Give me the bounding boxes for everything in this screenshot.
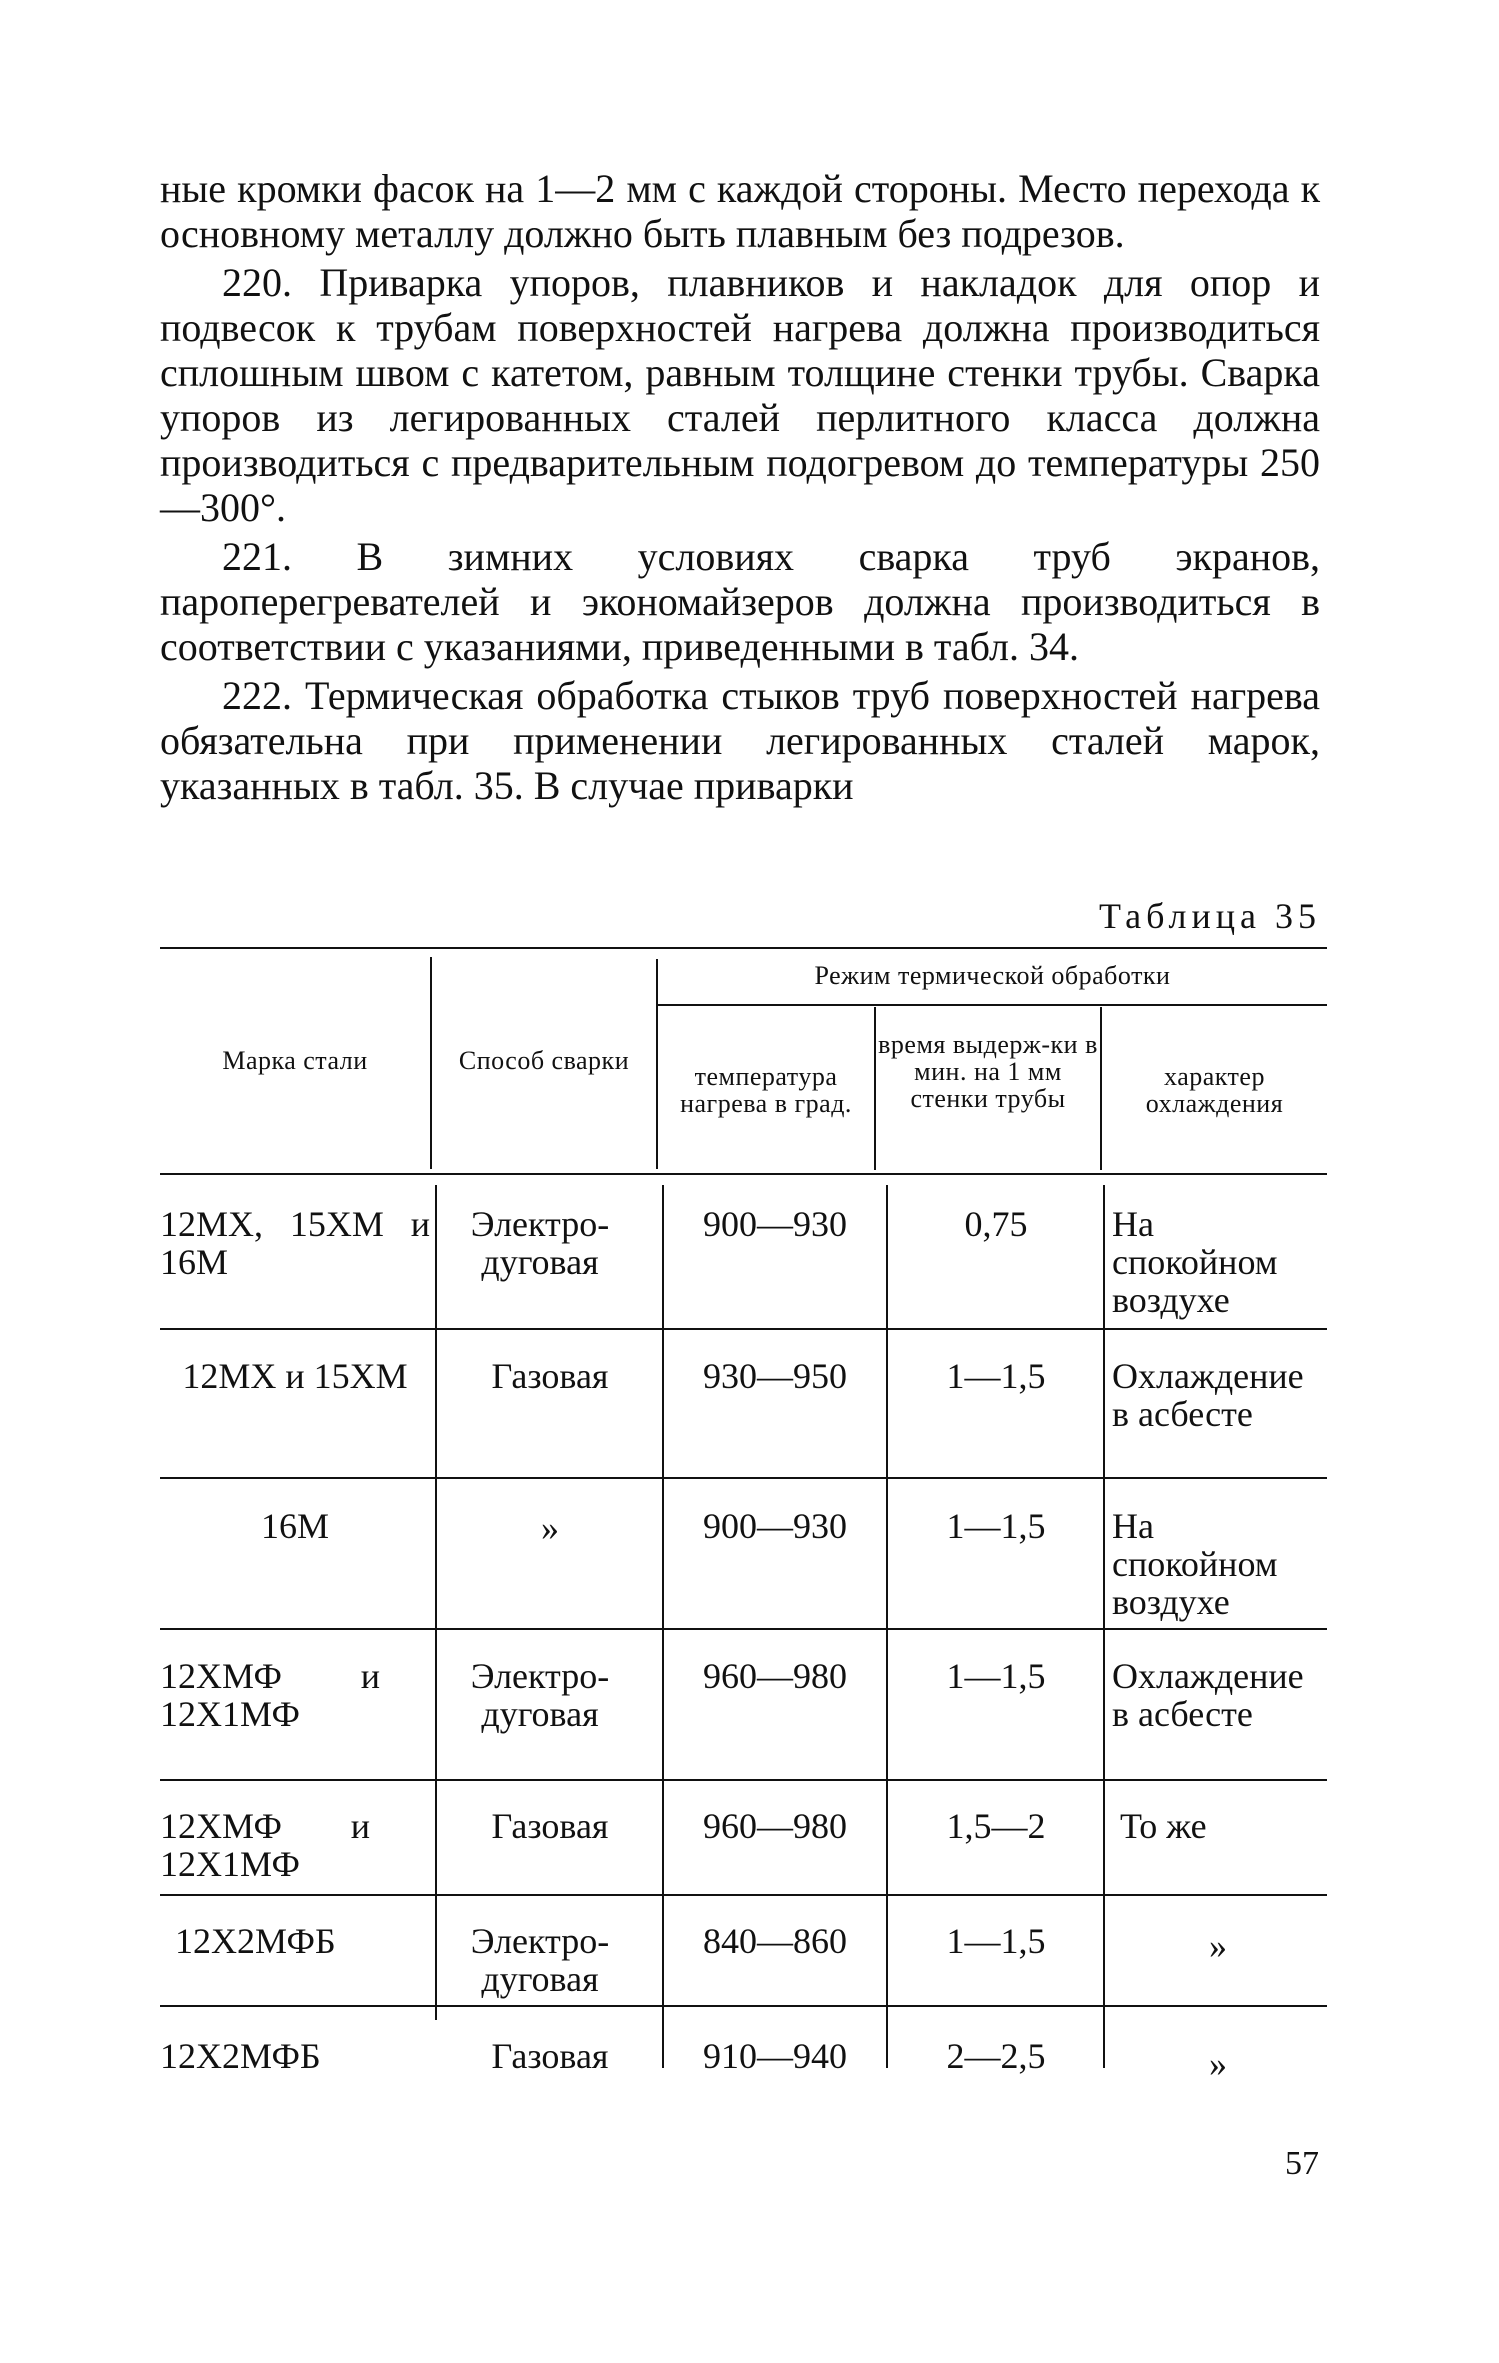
table-caption: Таблица 35 (1099, 896, 1321, 936)
cell-grade: 12ХМФ и 12Х1МФ (160, 1806, 370, 1884)
cell-grade: 12Х2МФБ (175, 1921, 336, 1961)
cell-cooling: На спокойном воздухе (1112, 1204, 1278, 1320)
header-sub-rule (656, 1004, 1327, 1006)
cell-cooling: На спокойном воздухе (1112, 1506, 1278, 1622)
cell-time: 1—1,5 (946, 1656, 1046, 1696)
row-divider (160, 1328, 1327, 1330)
paragraph-220: 220. Приварка упоров, плавников и накладок для опор и подвесок к трубам поверхностей нагрева должна производиться сплошным швом с катетом, равным толщине стенки трубы. Сварка упоров из легированных сталей перлитного класса должна производиться с предварительным подогревом до температуры 250—300°. (160, 260, 1320, 530)
paragraph-continuation: ные кромки фасок на 1—2 мм с каждой стороны. Место перехода к основному металлу должно быть плавным без подрезов. (160, 166, 1320, 256)
cell-grade: 12ХМФ и 12Х1МФ (160, 1656, 380, 1734)
paragraph-221: 221. В зимних условиях сварка труб экранов, пароперегревателей и экономайзеров должна производиться в соответствии с указаниями, приведенными в табл. 34. (160, 534, 1320, 669)
header-hold-time: время выдерж-ки в мин. на 1 мм стенки трубы (878, 1030, 1098, 1113)
header-steel-grade: Марка стали (222, 1046, 368, 1075)
cell-temp: 900—930 (703, 1506, 847, 1546)
cell-cooling: То же (1120, 1806, 1207, 1846)
header-cooling: характер охлаждения (1145, 1062, 1284, 1118)
col-rule (1103, 1185, 1105, 2068)
cell-temp: 930—950 (703, 1356, 847, 1396)
cell-time: 0,75 (964, 1204, 1028, 1244)
cell-temp: 960—980 (703, 1806, 847, 1846)
table-top-rule (160, 947, 1327, 949)
cell-temp: 960—980 (703, 1656, 847, 1696)
cell-grade: 12Х2МФБ (160, 2036, 321, 2076)
col-rule (435, 1185, 437, 2020)
cell-cooling: Охлаждение в асбесте (1112, 1656, 1304, 1734)
row-divider (160, 2005, 1327, 2007)
row-divider (160, 1477, 1327, 1479)
cell-grade: 16М (260, 1506, 329, 1546)
header-welding-method: Способ сварки (458, 1046, 630, 1075)
header-temperature: температура нагрева в град. (680, 1062, 852, 1118)
page-number: 57 (1285, 2145, 1319, 2182)
cell-method: Электро-дуговая (470, 1204, 610, 1282)
cell-time: 1,5—2 (946, 1806, 1046, 1846)
cell-method: Электро-дуговая (470, 1656, 610, 1734)
header-bottom-rule (160, 1173, 1327, 1175)
cell-cooling: Охлаждение в асбесте (1112, 1356, 1304, 1434)
body-text (160, 166, 1320, 812)
cell-cooling: » (1209, 1926, 1227, 1966)
header-heat-treatment-mode: Режим термической обработки (814, 961, 1171, 990)
cell-method: » (541, 1508, 559, 1548)
cell-cooling: » (1209, 2044, 1227, 2084)
row-divider (160, 1894, 1327, 1896)
row-divider (160, 1779, 1327, 1781)
cell-time: 1—1,5 (946, 1506, 1046, 1546)
cell-time: 1—1,5 (946, 1921, 1046, 1961)
cell-time: 2—2,5 (946, 2036, 1046, 2076)
cell-method: Газовая (491, 1806, 609, 1846)
cell-method: Электро-дуговая (470, 1921, 610, 1999)
cell-temp: 910—940 (703, 2036, 847, 2076)
cell-temp: 900—930 (703, 1204, 847, 1244)
cell-grade: 12МХ и 15ХМ (182, 1356, 408, 1396)
cell-temp: 840—860 (703, 1921, 847, 1961)
row-divider (160, 1628, 1327, 1630)
cell-time: 1—1,5 (946, 1356, 1046, 1396)
cell-grade: 12МХ, 15ХМ и 16М (160, 1204, 430, 1282)
col-rule (662, 1185, 664, 2068)
cell-method: Газовая (491, 2036, 609, 2076)
cell-method: Газовая (491, 1356, 609, 1396)
paragraph-222: 222. Термическая обработка стыков труб поверхностей нагрева обязательна при применении легированных сталей марок, указанных в табл. 35. В случае приварки (160, 673, 1320, 808)
col-rule (886, 1185, 888, 2068)
